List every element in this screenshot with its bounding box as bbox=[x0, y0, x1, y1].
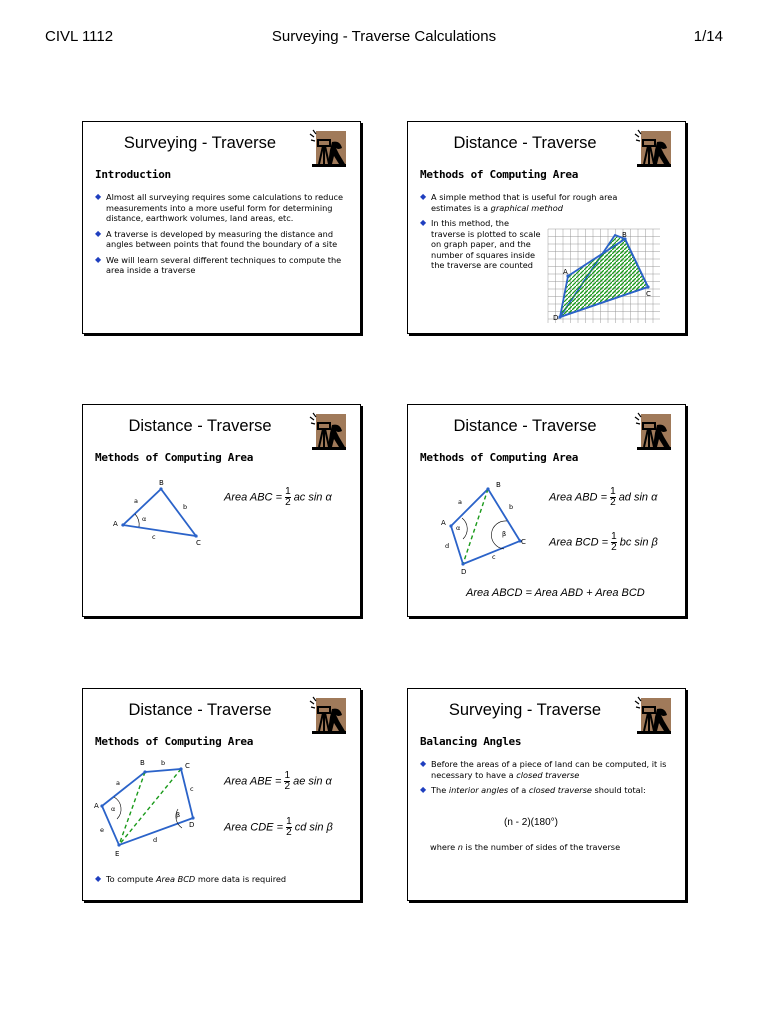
bullet-text: The bbox=[431, 785, 449, 795]
formula-lhs: Area BCD bbox=[549, 536, 599, 549]
point-label: C bbox=[646, 290, 651, 298]
formula-lhs: Area CDE bbox=[224, 821, 274, 834]
surveyor-logo-icon bbox=[633, 695, 673, 737]
formula-lhs: Area ABD bbox=[549, 491, 598, 504]
bullet-text: A traverse is developed by measuring the distance and angles between points that found the boundary of a site bbox=[106, 228, 338, 249]
bullet-item bbox=[95, 255, 347, 276]
formula-rhs: ae sin α bbox=[293, 775, 332, 788]
diamond-bullet-icon: ◆ bbox=[95, 874, 102, 883]
slide-title: Surveying - Traverse bbox=[123, 134, 277, 152]
fraction-numerator: 1 bbox=[286, 816, 292, 827]
area-formula-bcd: Area BCD = $\frac{1}{2}$ bc sin β bbox=[549, 531, 658, 553]
side-label: a bbox=[134, 497, 138, 505]
emphasis-text: closed traverse bbox=[528, 785, 592, 795]
fraction-numerator: 1 bbox=[610, 486, 616, 497]
document-title: Surveying - Traverse Calculations bbox=[271, 28, 497, 45]
slide-subheading: Methods of Computing Area bbox=[420, 168, 579, 181]
bullet-item bbox=[95, 874, 347, 885]
pentagon-abcde-figure bbox=[83, 689, 360, 900]
diamond-bullet-icon: ◆ bbox=[95, 254, 102, 264]
area-formula-abd: Area ABD = $\frac{1}{2}$ ad sin α bbox=[549, 486, 658, 508]
course-code: CIVL 1112 bbox=[45, 28, 114, 45]
area-formula-cde: Area CDE = $\frac{1}{2}$ cd sin β bbox=[224, 816, 333, 838]
graph-paper-traverse-figure bbox=[408, 122, 685, 333]
slide-subheading: Methods of Computing Area bbox=[95, 735, 254, 748]
slide-title: Distance - Traverse bbox=[453, 417, 597, 435]
slide-subheading: Methods of Computing Area bbox=[95, 451, 254, 464]
point-label: C bbox=[185, 762, 190, 770]
point-label: A bbox=[563, 268, 568, 276]
slide-title: Distance - Traverse bbox=[453, 134, 597, 152]
point-label: D bbox=[461, 568, 467, 576]
emphasis-text: n bbox=[457, 842, 463, 852]
bullet-text: To compute bbox=[106, 874, 156, 884]
side-label: b bbox=[509, 503, 514, 511]
slide-2 bbox=[407, 121, 686, 334]
side-label: b bbox=[161, 759, 166, 767]
bullet-list bbox=[95, 874, 347, 890]
bullet-list bbox=[95, 192, 347, 281]
point-label: B bbox=[622, 231, 627, 239]
bullet-item bbox=[420, 785, 672, 796]
slide-3 bbox=[82, 404, 361, 617]
slide-subheading: Introduction bbox=[95, 168, 171, 181]
angle-label: β bbox=[176, 811, 181, 819]
side-label: c bbox=[152, 533, 156, 541]
bullet-text: of a bbox=[508, 785, 529, 795]
bullet-text: more data is required bbox=[195, 874, 287, 884]
side-label: a bbox=[116, 779, 120, 787]
angle-label: α bbox=[111, 805, 116, 813]
note-text: is the number of sides of the traverse bbox=[462, 842, 621, 852]
point-label: C bbox=[521, 538, 526, 546]
point-label: A bbox=[94, 802, 99, 810]
quadrilateral-abcd-figure bbox=[408, 405, 685, 616]
bullet-text: Almost all surveying requires some calculations to reduce measurements into a more useful form for determining distance, earthwork volumes, land areas, etc. bbox=[106, 192, 344, 223]
fraction-denominator: 2 bbox=[285, 497, 291, 508]
side-label: c bbox=[190, 785, 194, 793]
point-label: D bbox=[189, 821, 195, 829]
fraction-numerator: 1 bbox=[284, 770, 291, 781]
slide-subheading: Balancing Angles bbox=[420, 735, 522, 748]
bullet-item bbox=[420, 759, 672, 780]
diamond-bullet-icon: ◆ bbox=[420, 192, 427, 201]
formula-rhs: cd sin β bbox=[294, 821, 333, 834]
side-label: c bbox=[492, 553, 496, 561]
bullet-list bbox=[420, 759, 672, 801]
slide-5 bbox=[82, 688, 361, 901]
angle-label: α bbox=[142, 515, 147, 523]
bullet-text: Before the areas of a piece of land can be computed, it is necessary to have a bbox=[431, 759, 667, 780]
area-formula-abcd: Area ABCD = Area ABD + Area BCD bbox=[466, 587, 645, 599]
fraction-numerator: 1 bbox=[611, 531, 617, 542]
diamond-bullet-icon: ◆ bbox=[95, 192, 102, 201]
point-label: B bbox=[140, 759, 145, 767]
angle-label: β bbox=[502, 530, 507, 538]
angle-sum-formula: (n - 2)(180°) bbox=[504, 817, 559, 828]
slide-4 bbox=[407, 404, 686, 617]
emphasis-text: closed traverse bbox=[516, 769, 580, 780]
bullet-text: A simple method that is useful for rough area estimates is a bbox=[431, 192, 618, 213]
point-label: C bbox=[196, 539, 201, 547]
bullet-text: We will learn several different techniques to compute the area inside a traverse bbox=[106, 254, 342, 275]
slide-title: Distance - Traverse bbox=[128, 417, 272, 435]
side-label: e bbox=[100, 826, 104, 834]
point-label: B bbox=[496, 481, 501, 489]
formula-rhs: ad sin α bbox=[618, 491, 658, 504]
side-label: d bbox=[153, 836, 158, 844]
slide-6 bbox=[407, 688, 686, 901]
fraction-numerator: 1 bbox=[285, 486, 291, 497]
fraction-denominator: 2 bbox=[284, 781, 291, 792]
bullet-text: In this method, the traverse is plotted to scale on graph paper, and the number of squares inside the traverse are counted bbox=[431, 218, 541, 270]
side-label: d bbox=[445, 542, 450, 550]
formula-rhs: ac sin α bbox=[293, 491, 332, 504]
surveyor-logo-icon bbox=[308, 128, 348, 170]
area-formula: Area ABC = $\frac{1}{2}$ ac sin α bbox=[224, 486, 332, 508]
emphasis-text: graphical method bbox=[490, 202, 563, 213]
point-label: D bbox=[553, 314, 559, 322]
area-formula-abe: Area ABE = $\frac{1}{2}$ ae sin α bbox=[224, 770, 332, 792]
slide-title: Surveying - Traverse bbox=[448, 701, 602, 719]
slide-subheading: Methods of Computing Area bbox=[420, 451, 579, 464]
angle-label: α bbox=[456, 524, 461, 532]
diamond-bullet-icon: ◆ bbox=[420, 785, 427, 794]
formula-lhs: Area ABE bbox=[224, 775, 272, 788]
diamond-bullet-icon: ◆ bbox=[95, 228, 102, 238]
side-label: b bbox=[183, 503, 188, 511]
diamond-bullet-icon: ◆ bbox=[420, 218, 427, 227]
bullet-item bbox=[95, 229, 347, 250]
triangle-abc-figure bbox=[83, 405, 360, 616]
slide-title: Distance - Traverse bbox=[128, 701, 272, 719]
side-label: a bbox=[458, 498, 462, 506]
fraction-denominator: 2 bbox=[611, 542, 617, 553]
page-number: 1/14 bbox=[693, 28, 723, 45]
slide-1 bbox=[82, 121, 361, 334]
formula-rhs: bc sin β bbox=[619, 536, 658, 549]
formula-lhs: Area ABC bbox=[224, 491, 273, 504]
note-text: where bbox=[430, 842, 458, 852]
point-label: B bbox=[159, 479, 164, 487]
point-label: A bbox=[441, 519, 446, 527]
bullet-text: should total: bbox=[591, 785, 646, 795]
fraction-denominator: 2 bbox=[610, 497, 616, 508]
fraction-denominator: 2 bbox=[286, 827, 292, 838]
diamond-bullet-icon: ◆ bbox=[420, 759, 427, 768]
emphasis-text: Area BCD bbox=[155, 874, 196, 884]
bullet-item bbox=[95, 192, 347, 224]
emphasis-text: interior angles bbox=[448, 785, 509, 795]
formula-note bbox=[430, 842, 620, 852]
point-label: E bbox=[115, 850, 120, 858]
point-label: A bbox=[113, 520, 118, 528]
